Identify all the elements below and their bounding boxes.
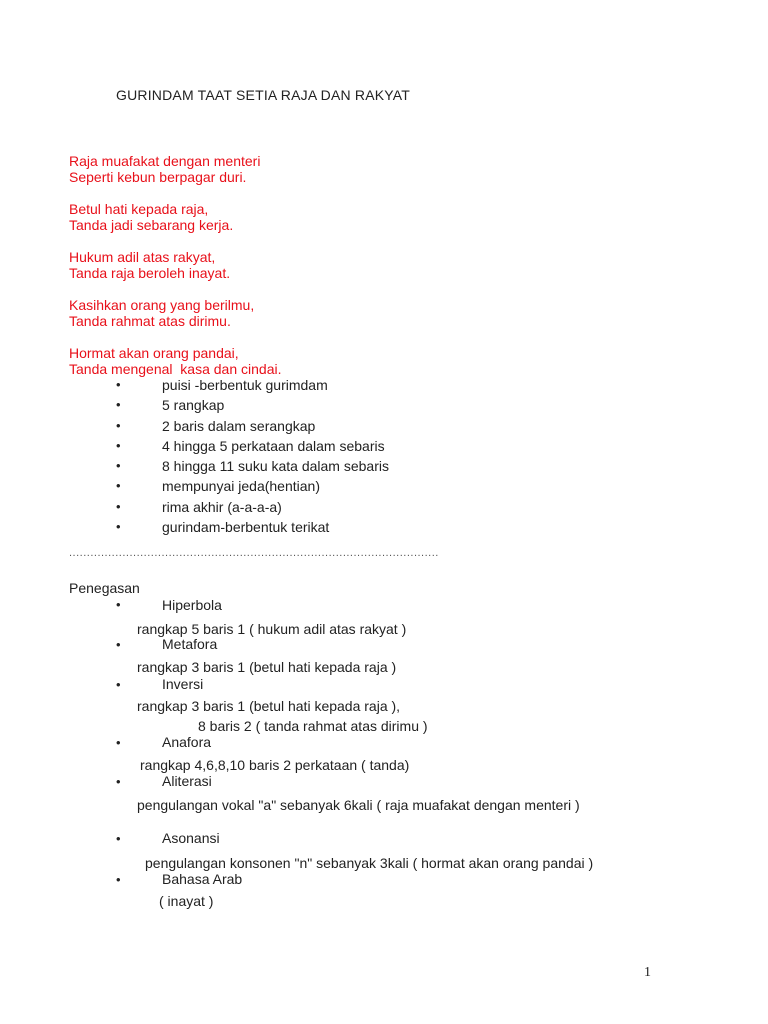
- bullet-icon: •: [116, 498, 121, 514]
- poem-line: Tanda jadi sebarang kerja.: [69, 217, 234, 233]
- device-detail: 8 baris 2 ( tanda rahmat atas dirimu ): [198, 718, 428, 734]
- bullet-icon: •: [116, 677, 121, 692]
- poem-stanza: [69, 153, 281, 185]
- list-item: [0, 377, 768, 397]
- device-label: Hiperbola: [162, 597, 222, 613]
- device-detail: rangkap 3 baris 1 (betul hati kepada raja ): [137, 659, 397, 675]
- list-item-text: puisi -berbentuk gurimdam: [162, 377, 328, 393]
- device-detail: rangkap 3 baris 1 (betul hati kepada raja ),: [137, 698, 401, 714]
- poem-line: Hormat akan orang pandai,: [69, 345, 239, 361]
- document-title: GURINDAM TAAT SETIA RAJA DAN RAKYAT: [116, 87, 411, 103]
- bullet-icon: •: [116, 872, 121, 887]
- bullet-icon: •: [116, 458, 121, 474]
- poem-line: Tanda raja beroleh inayat.: [69, 265, 231, 281]
- features-list: [0, 377, 768, 539]
- device-label: Inversi: [162, 676, 204, 692]
- bullet-icon: •: [116, 377, 121, 392]
- list-item: [0, 499, 768, 519]
- list-item: [0, 418, 768, 438]
- list-item-text: 4 hingga 5 perkataan dalam sebaris: [162, 437, 385, 454]
- poem-stanza: [69, 297, 281, 329]
- device-label: Anafora: [162, 734, 212, 750]
- bullet-icon: •: [116, 519, 121, 535]
- device-detail: rangkap 5 baris 1 ( hukum adil atas rakyat ): [137, 621, 407, 637]
- bullet-icon: •: [116, 397, 121, 413]
- poem-stanza: [69, 345, 281, 377]
- penegasan-heading: Penegasan: [69, 580, 140, 596]
- device-detail: rangkap 4,6,8,10 baris 2 perkataan ( tanda): [140, 757, 410, 773]
- list-item: [0, 397, 768, 417]
- page-number: 1: [644, 965, 651, 980]
- bullet-icon: •: [116, 831, 121, 846]
- device-detail: pengulangan vokal "a" sebanyak 6kali ( raja muafakat dengan menteri ): [137, 797, 580, 813]
- list-item: [0, 438, 768, 458]
- bullet-icon: •: [116, 637, 121, 652]
- poem-stanza: [69, 201, 281, 233]
- poem-stanza: [69, 249, 281, 281]
- poem-line: Tanda rahmat atas dirimu.: [69, 313, 231, 329]
- poem-line: Betul hati kepada raja,: [69, 201, 209, 217]
- device-detail: pengulangan konsonen "n" sebanyak 3kali ( hormat akan orang pandai ): [145, 855, 594, 871]
- list-item: [0, 478, 768, 498]
- list-item: [0, 519, 768, 539]
- device-label: Aliterasi: [162, 773, 212, 789]
- list-item-text: 2 baris dalam serangkap: [162, 417, 316, 434]
- device-label: Asonansi: [162, 830, 220, 846]
- list-item-text: gurindam-berbentuk terikat: [162, 519, 330, 536]
- dotted-divider: ........................................................................................................: [69, 547, 439, 559]
- bullet-icon: •: [116, 437, 121, 453]
- gurindam-poem: [69, 153, 281, 377]
- device-detail: ( inayat ): [159, 893, 214, 909]
- device-label: Bahasa Arab: [162, 871, 243, 887]
- poem-line: Seperti kebun berpagar duri.: [69, 169, 247, 185]
- list-item-text: 8 hingga 11 suku kata dalam sebaris: [162, 458, 389, 475]
- list-item-text: 5 rangkap: [162, 397, 225, 414]
- bullet-icon: •: [116, 597, 121, 612]
- poem-line: Kasihkan orang yang berilmu,: [69, 297, 255, 313]
- poem-line: Tanda mengenal kasa dan cindai.: [69, 361, 282, 377]
- list-item-text: mempunyai jeda(hentian): [162, 478, 320, 495]
- bullet-icon: •: [116, 735, 121, 750]
- bullet-icon: •: [116, 417, 121, 433]
- poem-line: Raja muafakat dengan menteri: [69, 153, 261, 169]
- poem-line: Hukum adil atas rakyat,: [69, 249, 216, 265]
- list-item: [0, 458, 768, 478]
- bullet-icon: •: [116, 774, 121, 789]
- bullet-icon: •: [116, 478, 121, 494]
- list-item-text: rima akhir (a-a-a-a): [162, 498, 282, 515]
- device-label: Metafora: [162, 636, 218, 652]
